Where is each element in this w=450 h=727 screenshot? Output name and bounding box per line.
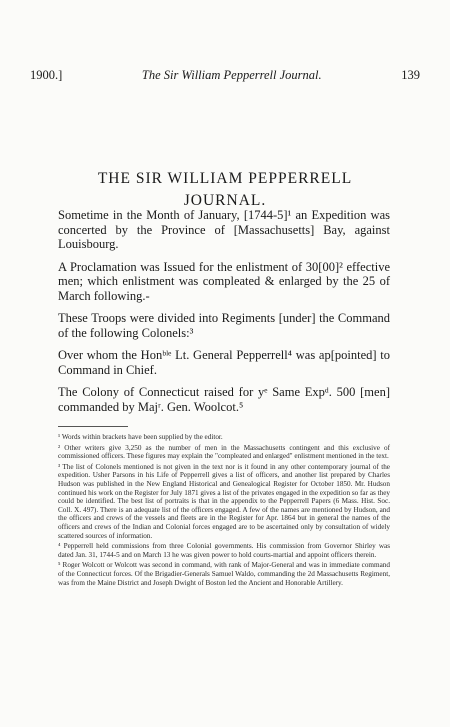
paragraph-regiments: These Troops were divided into Regiments [under] the Command of the following Colonels:³ — [58, 311, 390, 340]
footnote-divider — [58, 426, 128, 427]
article-title — [0, 168, 450, 212]
footnote-2: ² Other writers give 3,250 as the number of men in the Massachusetts contingent and this exclusive of commissioned officers. These figures may explain the "compleated and enlarged" enlistment mentioned in the text. — [58, 443, 390, 461]
footnote-3: ³ The list of Colonels mentioned is not given in the text nor is it found in any other contemporary journal of the expedition. Usher Parsons in his Life of Pepperrell gives a list of officers, and another list prepared by Charles Hudson was published in the New England Historical and Genealogical Register for October 1850. Mr. Hudson continued his work on the Register for July 1871 gives a list of the privates engaged in the expedition so far as they could be identified. The best list of portraits is that in the appendix to the Pepperrell Papers (6 Mass. Hist. Soc. Coll. X. 497). There is an adequate list of the officers engaged. A few of the names are mentioned by Hudson, and the officers and crews of the vessels and fleets are in the Register for Apr. 1864 but in general the names of the officers and crews of the Indian and Colonial forces engaged are to be ascertained only by consultation of widely scattered sources of information. — [58, 462, 390, 540]
running-header — [30, 68, 420, 83]
paragraph-command: Over whom the Honᵇˡᵉ Lt. General Pepperrell⁴ was ap[pointed] to Command in Chief. — [58, 348, 390, 377]
footnote-5: ⁵ Roger Wolcott or Wolcott was second in command, with rank of Major-General and was in immediate command of the Connecticut forces. Of the Brigadier-Generals Samuel Waldo, commanding the 2d Massachusetts Regiment, was from the Maine District and Joseph Dwight of Boston led the Ancient and Honorable Artillery. — [58, 561, 390, 587]
header-journal-title: The Sir William Pepperrell Journal. — [141, 68, 322, 82]
article-title-line-1: THE SIR WILLIAM PEPPERRELL — [97, 170, 353, 187]
footnotes — [58, 433, 390, 587]
paragraph-proclamation: A Proclamation was Issued for the enlistment of 30[00]² effective men; which enlistment was compleated & enlarged by the 25 of March following.- — [58, 259, 390, 303]
footnote-4: ⁴ Pepperrell held commissions from three Colonial governments. His commission from Governor Shirley was dated Jan. 31, 1744-5 and on March 13 he was given power to hold courts-martial and appoint officers therein. — [58, 542, 390, 559]
paragraph-expedition: Sometime in the Month of January, [1744-5]¹ an Expedition was concerted by the Province of [Massachusetts] Bay, against Louisbourg. — [58, 208, 390, 251]
article-title-line-2: JOURNAL. — [183, 192, 267, 209]
footnote-1: ¹ Words within brackets have been supplied by the editor. — [58, 433, 223, 441]
article-body — [58, 208, 390, 589]
header-year: 1900.] — [30, 68, 63, 82]
page-number: 139 — [401, 68, 420, 82]
paragraph-connecticut: The Colony of Connecticut raised for yᵉ Same Expᵈ. 500 [men] commanded by Majʳ. Gen. Woolcot.⁵ — [58, 385, 390, 414]
